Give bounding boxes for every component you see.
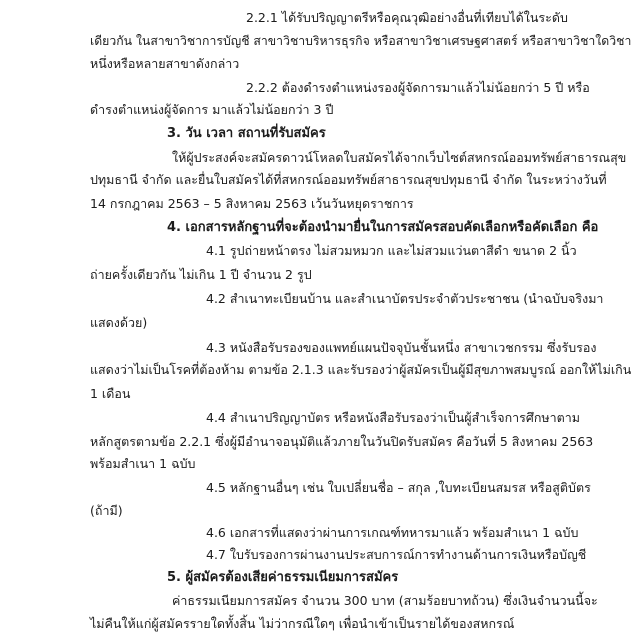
text-line: แสดงด้วย) bbox=[90, 315, 148, 330]
text-line: ดำรงตำแหน่งผู้จัดการ มาแล้วไม่น้อยกว่า 3 ปี bbox=[90, 102, 334, 117]
section-heading-3: 3. วัน เวลา สถานที่รับสมัคร bbox=[167, 126, 326, 141]
text-line-4-3: 4.3 หนังสือรับรองของแพทย์แผนปัจจุบันชั้นหนึ่ง สาขาเวชกรรม ซึ่งรับรอง bbox=[206, 340, 597, 355]
section-heading-5: 5. ผู้สมัครต้องเสียค่าธรรมเนียมการสมัคร bbox=[167, 570, 399, 585]
text-line-4-6: 4.6 เอกสารที่แสดงว่าผ่านการเกณฑ์ทหารมาแล้ว พร้อมสำเนา 1 ฉบับ bbox=[206, 525, 579, 540]
text-line: พร้อมสำเนา 1 ฉบับ bbox=[90, 456, 196, 471]
text-line-2-2-2: 2.2.2 ต้องดำรงตำแหน่งรองผู้จัดการมาแล้วไม่น้อยกว่า 5 ปี หรือ bbox=[246, 80, 590, 95]
section-heading-4: 4. เอกสารหลักฐานที่จะต้องนำมายื่นในการสมัครสอบคัดเลือกหรือคัดเลือก คือ bbox=[167, 220, 599, 235]
text-line: 14 กรกฎาคม 2563 – 5 สิงหาคม 2563 เว้นวันหยุดราชการ bbox=[90, 196, 414, 211]
text-line-4-5: 4.5 หลักฐานอื่นๆ เช่น ใบเปลี่ยนชื่อ – สกุล ,ใบทะเบียนสมรส หรือสูติบัตร bbox=[206, 480, 591, 495]
text-line-2-2-1: 2.2.1 ได้รับปริญญาตรีหรือคุณวุฒิอย่างอื่นที่เทียบได้ในระดับ bbox=[246, 10, 568, 25]
text-line: 1 เดือน bbox=[90, 386, 131, 401]
text-line: ถ่ายครั้งเดียวกัน ไม่เกิน 1 ปี จำนวน 2 รูป bbox=[90, 267, 312, 282]
text-line-4-4: 4.4 สำเนาปริญญาบัตร หรือหนังสือรับรองว่าเป็นผู้สำเร็จการศึกษาตาม bbox=[206, 410, 581, 425]
text-line: ค่าธรรมเนียมการสมัคร จำนวน 300 บาท (สามร้อยบาทถ้วน) ซึ่งเงินจำนวนนี้จะ bbox=[172, 593, 598, 608]
text-line-4-2: 4.2 สำเนาทะเบียนบ้าน และสำเนาบัตรประจำตัวประชาชน (นำฉบับจริงมา bbox=[206, 291, 604, 306]
text-line-4-1: 4.1 รูปถ่ายหน้าตรง ไม่สวมหมวก และไม่สวมแว่นตาสีดำ ขนาด 2 นิ้ว bbox=[206, 243, 577, 258]
text-line: หลักสูตรตามข้อ 2.2.1 ซึ่งผู้มีอำนาจอนุมัติแล้วภายในวันปิดรับสมัคร คือวันที่ 5 สิงหาคม 2563 bbox=[90, 434, 594, 449]
text-line: หนึ่งหรือหลายสาขาดังกล่าว bbox=[90, 56, 240, 71]
text-line-4-7: 4.7 ใบรับรองการผ่านงานประสบการณ์การทำงานด้านการเงินหรือบัญชี bbox=[206, 547, 587, 562]
text-line: ปทุมธานี จำกัด และยื่นใบสมัครได้ที่สหกรณ์ออมทรัพย์สาธารณสุขปทุมธานี จำกัด ในระหว่างวันที่ bbox=[90, 172, 607, 187]
text-line: ไม่คืนให้แก่ผู้สมัครรายใดทั้งสิ้น ไม่ว่ากรณีใดๆ เพื่อนำเข้าเป็นรายได้ของสหกรณ์ bbox=[90, 616, 515, 631]
text-line: เดียวกัน ในสาขาวิชาการบัญชี สาขาวิชาบริหารธุรกิจ หรือสาขาวิชาเศรษฐศาสตร์ หรือสาขาวิชาใดวิชา bbox=[90, 34, 632, 48]
text-line: แสดงว่าไม่เป็นโรคที่ต้องห้าม ตามข้อ 2.1.3 และรับรองว่าผู้สมัครเป็นผู้มีสุขภาพสมบูรณ์ ออกให้ไม่เกิน bbox=[90, 362, 632, 377]
text-line: (ถ้ามี) bbox=[90, 503, 123, 518]
text-line: ให้ผู้ประสงค์จะสมัครดาวน์โหลดใบสมัครได้จากเว็บไซต์สหกรณ์ออมทรัพย์สาธารณสุข bbox=[172, 150, 627, 165]
